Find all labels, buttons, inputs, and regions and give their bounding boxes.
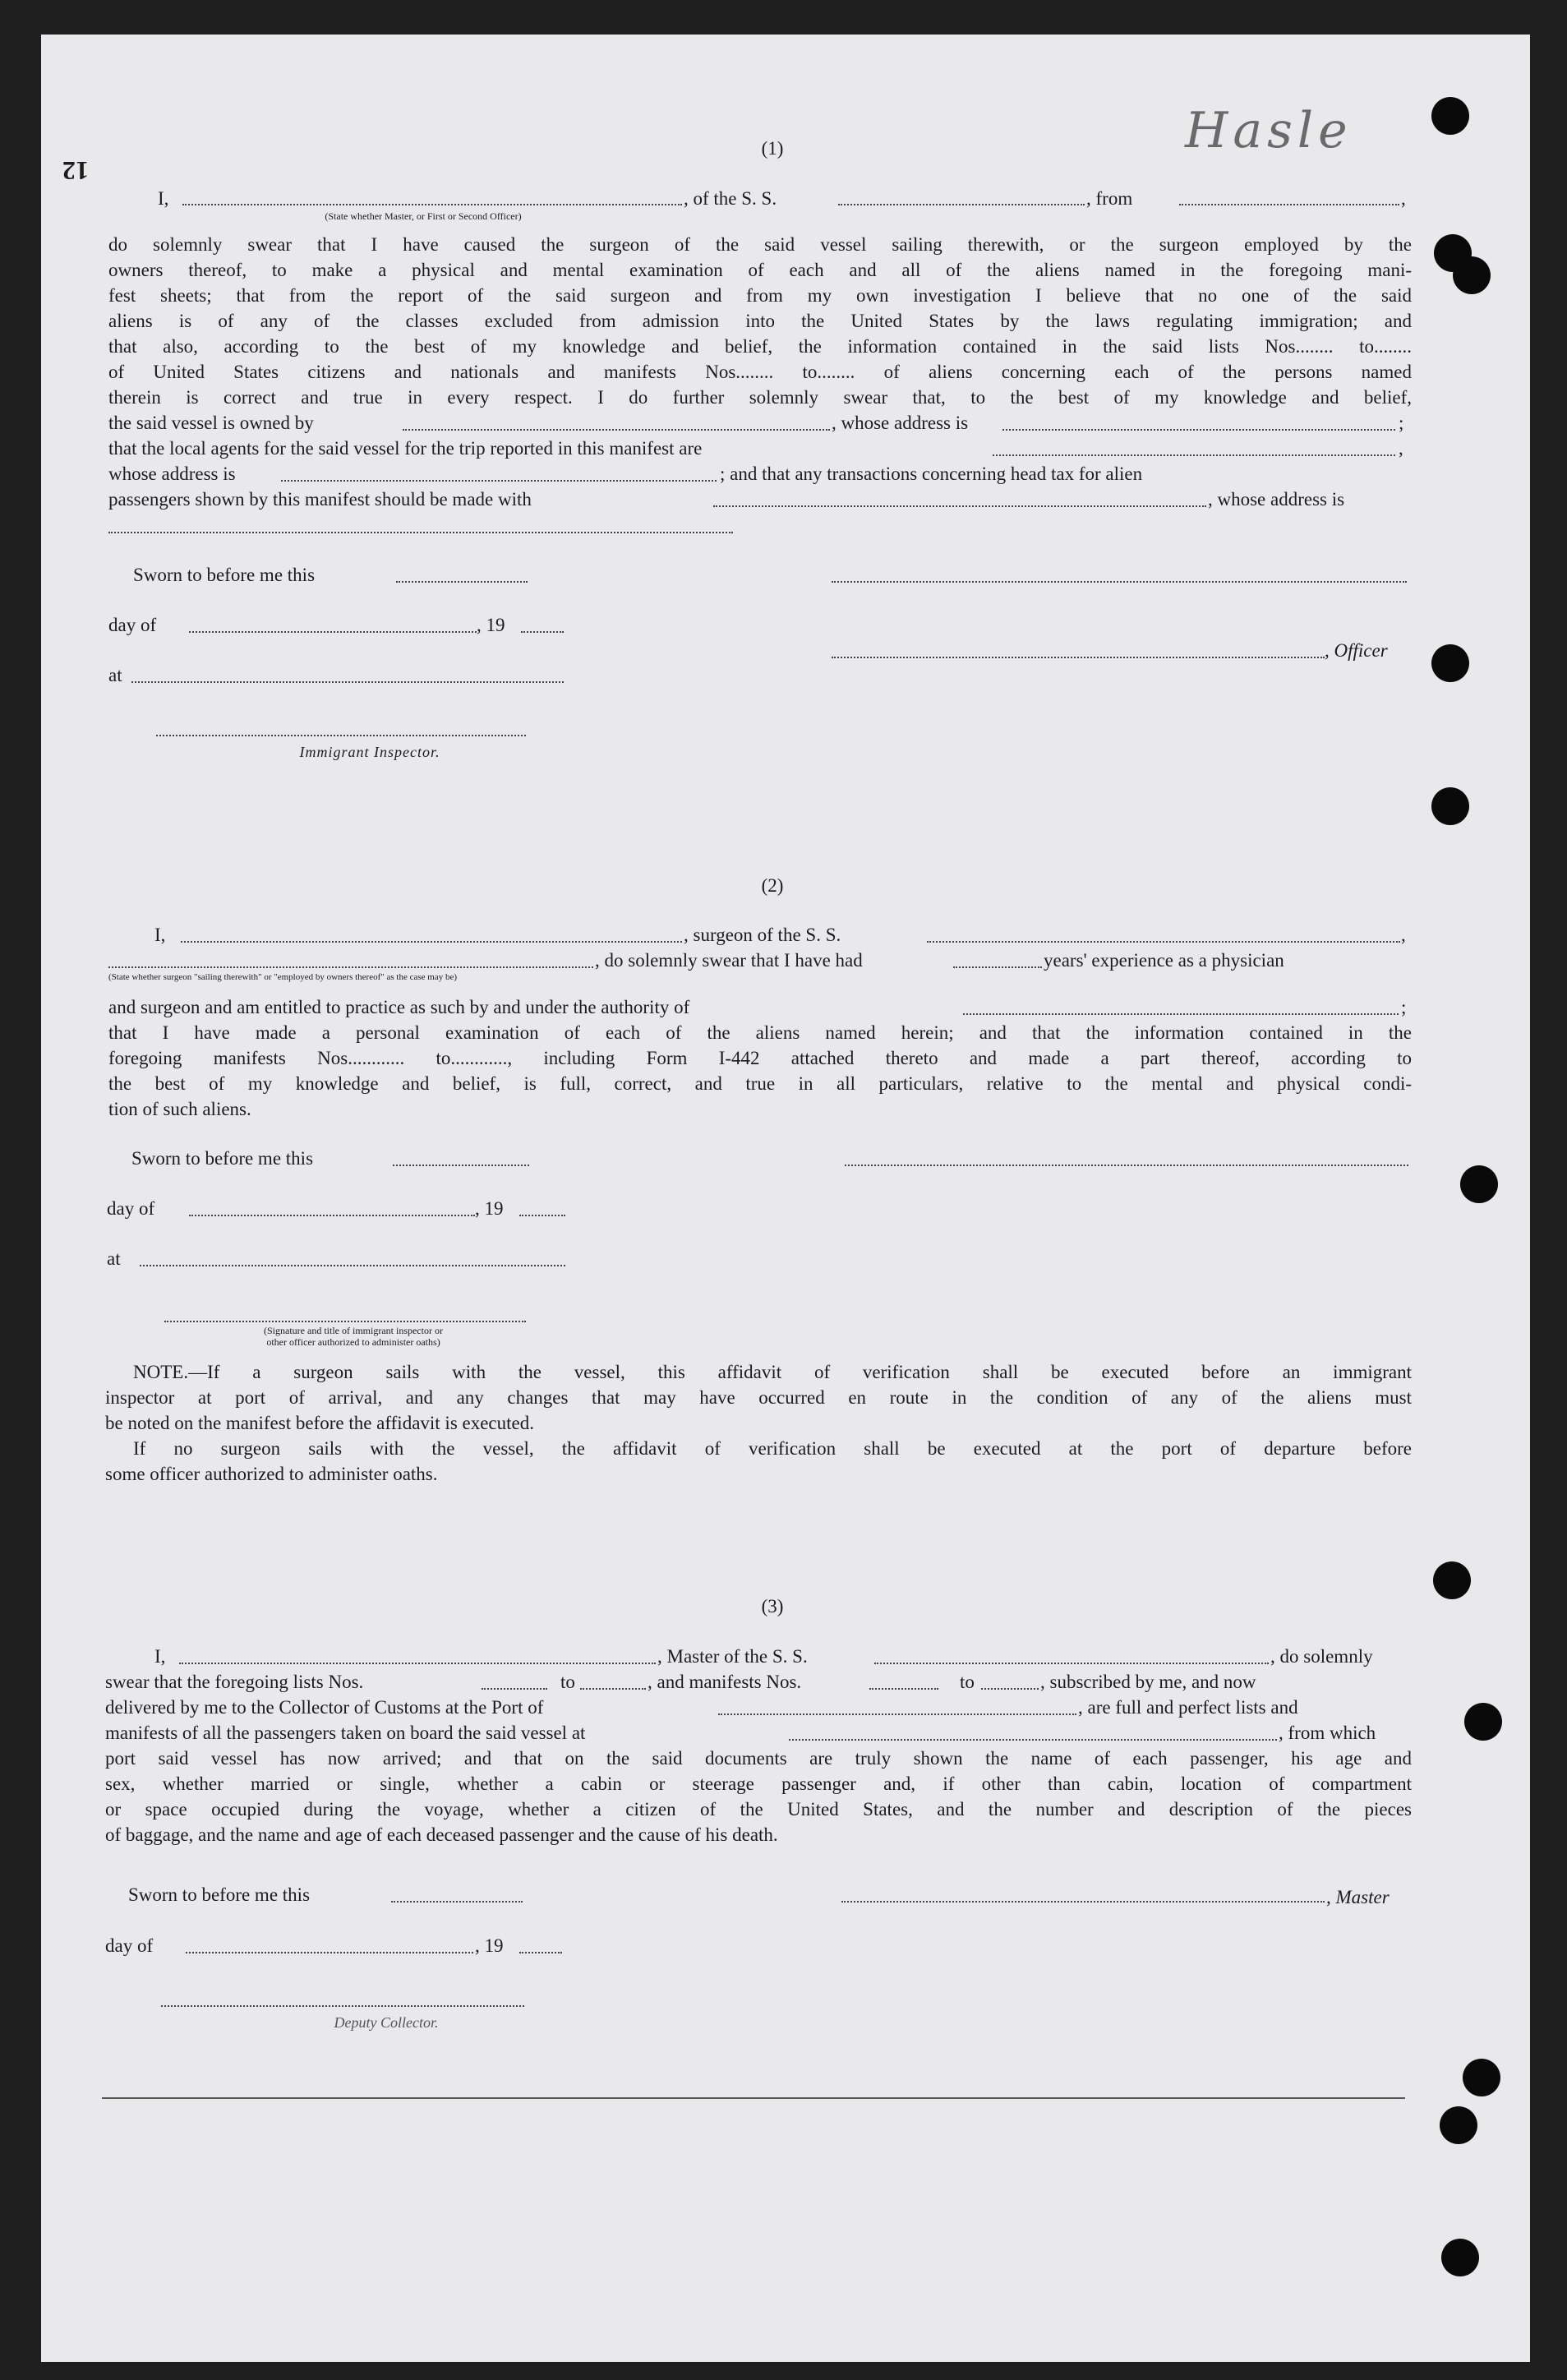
surgeon-caption: (State whether surgeon "sailing therewith" or "employed by owners thereof" as the case may be) — [108, 972, 458, 982]
form-page: 12 Hasle (1) I, , of the S. S. , from , (State whether Master, or First or Second Officer) do solemnly swear that I have caused the surgeon of the said vessel sailing therewith, or the surgeon employed by the owners thereof, to make a physical and mental examination of each and all of the aliens named in the foregoing mani- fest sheets; that from the report of the said surgeon and from my own investigation I believe that no one of the said aliens is of any of the classes excluded from admission into the United States by the laws regulating immigration; and that also, according to the best of my knowledge and belief, the information contained in the said lists Nos........ to........ of United States citizens and nationals and manifests Nos........ to........ of aliens concerning each of the persons named therein is correct and true in every respect. I do further solemnly swear that, to the best of my knowledge and belief, the said vessel is owned by , whose address is ; that the local agents for the said vessel for the trip reported in this manifest are , whose address is ; and that any transactions concerning head tax for alien passengers shown by this manifest should be made with , whose address is Sworn to before me this day of , 19 , Officer at Immigrant Inspector. (2) I, , surgeon of the S. S. , , do solemnly swear that I have had years' experience as a physician (State whether surgeon "sailing therewith" or "employed by owners thereof" as the case may be) and surgeon and am entitled to practice as such by and under the authority of ; that I have made a personal examination of each of the aliens named herein; and that the information contained in the foregoing manifests Nos............ to............, including Form I-442 attached thereto and made a part thereof, according to the best of my knowledge and belief, is full, correct, and true in all particulars, relative to the mental and physical condi- tion of such aliens. Sworn to before me this day of , 19 at (Signature and title of immigrant inspector or other officer authorized to administer oaths) NOTE.—If a surgeon sails with the vessel, this affidavit of verification shall be executed before an immigrant inspector at port of arrival, and any changes that may have occurred en route in the condition of any of the aliens must be noted on the manifest before the affidavit is executed. If no surgeon sails with the vessel, the affidavit of verification shall be executed at the port of departure before some officer authorized to administer oaths. (3) I, , Master of the S. S. , do solemnly swear that the foregoing lists Nos. to , and manifests Nos. to , subscribed by me, and now delivered by me to the Collector of Customs at the Port of , are full and perfect lists and manifests of all the passengers taken on board the said vessel at , from which port said vessel has now arrived; and that on the said documents are truly shown the name of each passenger, his age and sex, whether married or single, whether a cabin or steerage passenger and, if other than cabin, location of compartment or space occupied during the voyage, whether a citizen of the United States, and the number and description of the pieces of baggage, and the name and age of each deceased passenger and the cause of his death. Sworn to before me this , Master day of , 19 Deputy Collector. — [41, 35, 1530, 2362]
officer-label: , Officer — [1325, 640, 1388, 661]
punch-hole — [1440, 2106, 1477, 2144]
bottom-rule — [102, 2097, 1405, 2099]
handwritten-signature: Hasle — [1185, 102, 1353, 159]
punch-hole — [1464, 1703, 1502, 1741]
immigrant-inspector-label: Immigrant Inspector. — [299, 744, 440, 760]
officer-caption: (State whether Master, or First or Second Officer) — [325, 210, 522, 222]
punch-hole — [1431, 644, 1469, 682]
punch-hole — [1431, 787, 1469, 825]
master-label: , Master — [1326, 1887, 1390, 1907]
punch-hole — [1431, 97, 1469, 135]
punch-hole — [1441, 2239, 1479, 2276]
deputy-collector-label: Deputy Collector. — [334, 2014, 439, 2031]
punch-hole — [1463, 2059, 1500, 2096]
punch-hole — [1460, 1165, 1498, 1203]
punch-hole — [1453, 256, 1491, 294]
section-3-number: (3) — [761, 1596, 784, 1617]
margin-mark: 12 — [62, 156, 89, 186]
section-1-number: (1) — [761, 138, 784, 159]
section-2-number: (2) — [761, 875, 784, 896]
punch-hole — [1433, 1561, 1471, 1599]
